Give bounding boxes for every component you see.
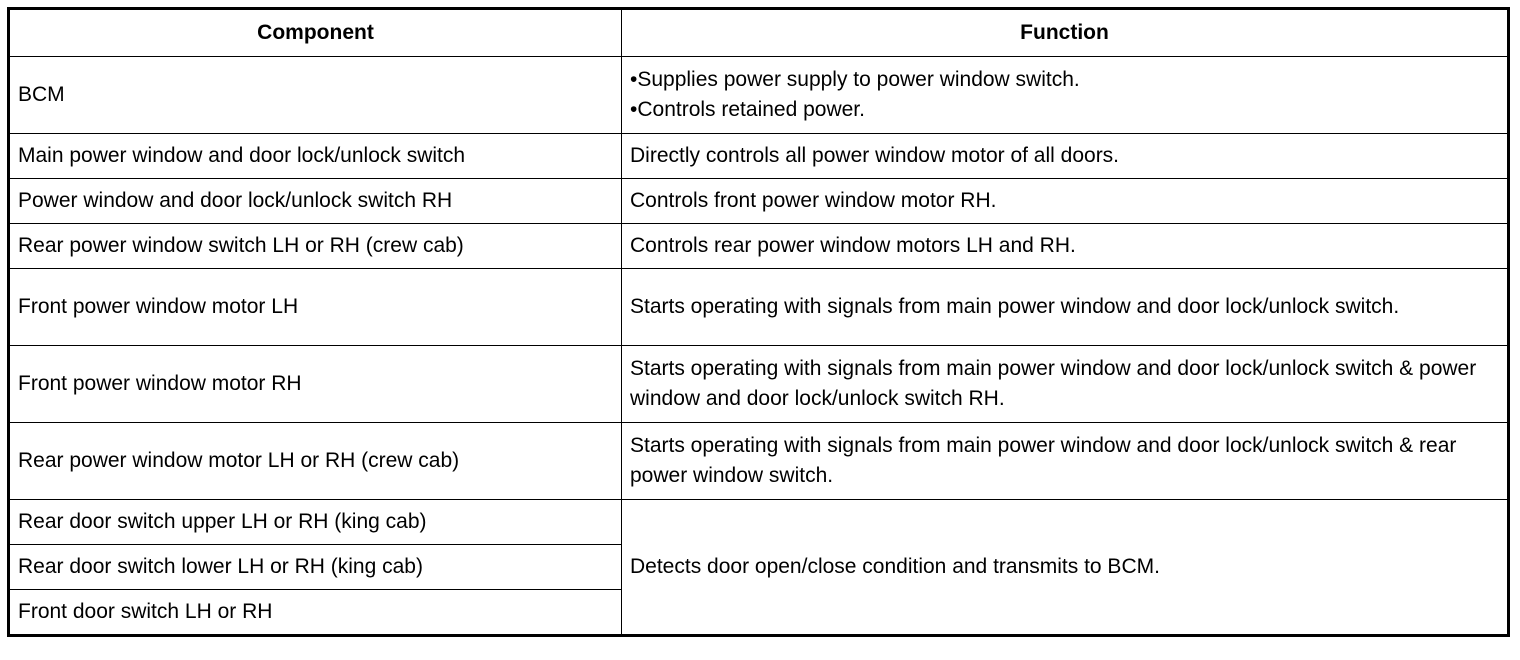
function-cell: Detects door open/close condition and transmits to BCM. (622, 500, 1509, 636)
component-cell: BCM (9, 57, 622, 134)
function-cell: Starts operating with signals from main power window and door lock/unlock switch & rear power window switch. (622, 423, 1509, 500)
function-cell: Directly controls all power window motor of all doors. (622, 134, 1509, 179)
table-row (9, 57, 1509, 134)
component-cell: Rear power window switch LH or RH (crew cab) (9, 224, 622, 269)
component-function-table (7, 7, 1510, 637)
table-row (9, 269, 1509, 346)
table-row (9, 500, 1509, 545)
table-row (9, 346, 1509, 423)
component-cell: Front power window motor LH (9, 269, 622, 346)
function-cell: Controls rear power window motors LH and RH. (622, 224, 1509, 269)
function-cell (622, 57, 1509, 134)
component-cell: Power window and door lock/unlock switch RH (9, 179, 622, 224)
component-cell: Rear door switch upper LH or RH (king cab) (9, 500, 622, 545)
component-cell: Front power window motor RH (9, 346, 622, 423)
function-cell: Starts operating with signals from main power window and door lock/unlock switch & power window and door lock/unlock switch RH. (622, 346, 1509, 423)
component-cell: Main power window and door lock/unlock switch (9, 134, 622, 179)
component-cell: Rear door switch lower LH or RH (king cab) (9, 545, 622, 590)
table-row (9, 179, 1509, 224)
table-header-row (9, 9, 1509, 57)
table-row (9, 224, 1509, 269)
function-bullet: •Controls retained power. (630, 98, 865, 121)
table-row (9, 134, 1509, 179)
component-cell: Rear power window motor LH or RH (crew cab) (9, 423, 622, 500)
table-row (9, 423, 1509, 500)
header-function: Function (622, 9, 1509, 57)
component-cell: Front door switch LH or RH (9, 590, 622, 636)
function-cell: Controls front power window motor RH. (622, 179, 1509, 224)
function-cell: Starts operating with signals from main power window and door lock/unlock switch. (622, 269, 1509, 346)
function-bullet: •Supplies power supply to power window switch. (630, 68, 1080, 91)
header-component: Component (9, 9, 622, 57)
